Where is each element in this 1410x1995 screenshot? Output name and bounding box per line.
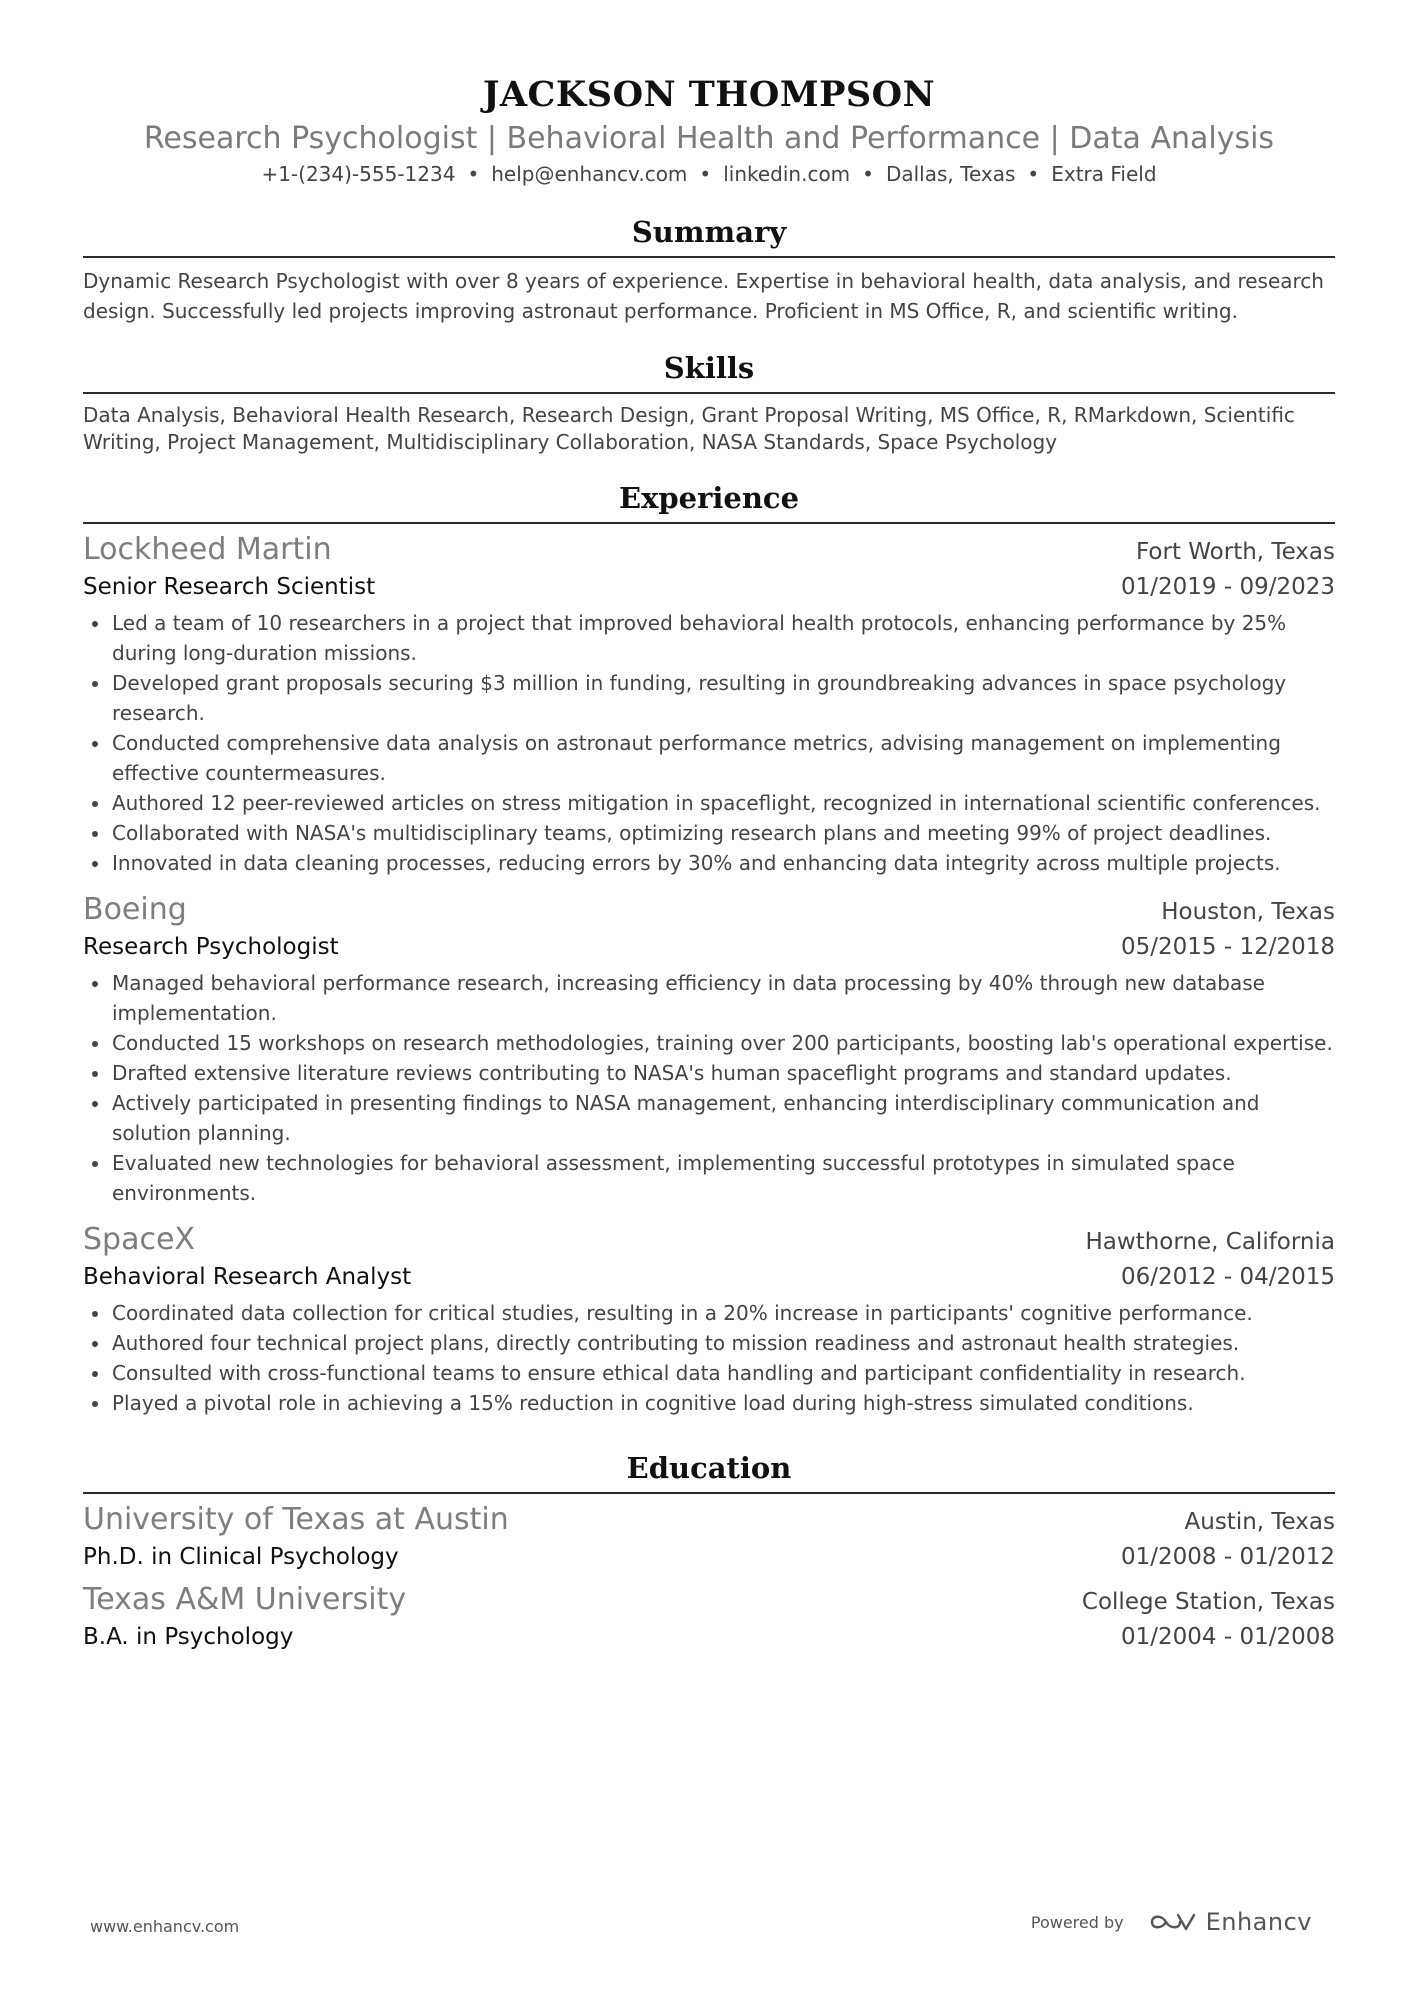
- section-title: Summary: [83, 212, 1335, 258]
- school-name: Texas A&M University: [83, 1582, 407, 1617]
- job-location: Houston, Texas: [1161, 899, 1335, 925]
- skills-section: [83, 348, 1335, 456]
- contact-email: help@enhancv.com: [491, 162, 688, 186]
- footer-website[interactable]: www.enhancv.com: [90, 1917, 240, 1936]
- entry-role-row: [83, 570, 1335, 604]
- experience-entry: [83, 890, 1335, 1208]
- entry-header-row: [83, 1580, 1335, 1620]
- contact-linkedin: linkedin.com: [723, 162, 851, 186]
- contact-location: Dallas, Texas: [885, 162, 1016, 186]
- section-title: Experience: [83, 478, 1335, 524]
- education-entry: [83, 1580, 1335, 1654]
- bullet-item: Evaluated new technologies for behavioral assessment, implementing successful prototypes in simulated space environments.: [83, 1148, 1335, 1208]
- bullet-list: [83, 1298, 1335, 1418]
- company-name: Boeing: [83, 892, 187, 927]
- degree: Ph.D. in Clinical Psychology: [83, 1544, 399, 1570]
- job-location: Hawthorne, California: [1085, 1229, 1335, 1255]
- bullet-item: Led a team of 10 researchers in a project that improved behavioral health protocols, enhancing performance by 25% during long-duration missions.: [83, 608, 1335, 668]
- experience-entry: [83, 530, 1335, 878]
- bullet-item: Innovated in data cleaning processes, reducing errors by 30% and enhancing data integrity across multiple projects.: [83, 848, 1335, 878]
- school-name: University of Texas at Austin: [83, 1502, 509, 1537]
- bullet-item: Actively participated in presenting findings to NASA management, enhancing interdisciplinary communication and solution planning.: [83, 1088, 1335, 1148]
- section-title: Skills: [83, 348, 1335, 394]
- footer-branding: [1031, 1908, 1312, 1936]
- company-name: Lockheed Martin: [83, 532, 332, 567]
- education-section: [83, 1448, 1335, 1654]
- candidate-tagline: Research Psychologist | Behavioral Health and Performance | Data Analysis: [143, 121, 1275, 156]
- bullet-item: Conducted 15 workshops on research methodologies, training over 200 participants, boosting lab's operational expertise.: [83, 1028, 1335, 1058]
- job-dates: 05/2015 - 12/2018: [1120, 934, 1335, 960]
- bullet-item: Managed behavioral performance research, increasing efficiency in data processing by 40% through new database implementation.: [83, 968, 1335, 1028]
- bullet-item: Developed grant proposals securing $3 million in funding, resulting in groundbreaking advances in space psychology research.: [83, 668, 1335, 728]
- entry-degree-row: [83, 1540, 1335, 1574]
- contact-line: [83, 160, 1335, 188]
- entry-header-row: [83, 1220, 1335, 1260]
- job-title: Senior Research Scientist: [83, 574, 376, 600]
- separator-dot: •: [1027, 162, 1040, 186]
- contact-extra: Extra Field: [1051, 162, 1157, 186]
- job-title: Behavioral Research Analyst: [83, 1264, 412, 1290]
- section-title: Education: [83, 1448, 1335, 1494]
- company-name: SpaceX: [83, 1222, 195, 1257]
- bullet-item: Authored 12 peer-reviewed articles on stress mitigation in spaceflight, recognized in international scientific conferences.: [83, 788, 1335, 818]
- separator-dot: •: [699, 162, 712, 186]
- resume-content: [83, 72, 1335, 1654]
- degree: B.A. in Psychology: [83, 1624, 294, 1650]
- enhancv-brand-name: Enhancv: [1205, 1908, 1312, 1936]
- skills-text: Data Analysis, Behavioral Health Research, Research Design, Grant Proposal Writing, MS Office, R, RMarkdown, Scientific Writing, Project Management, Multidisciplinary Collaboration, NASA Standards, Space Psychology: [83, 403, 1295, 454]
- bullet-item: Collaborated with NASA's multidisciplinary teams, optimizing research plans and meeting 99% of project deadlines.: [83, 818, 1335, 848]
- contact-phone: +1-(234)-555-1234: [261, 162, 456, 186]
- candidate-name: JACKSON THOMPSON: [482, 74, 936, 115]
- summary-section: [83, 212, 1335, 326]
- bullet-item: Drafted extensive literature reviews contributing to NASA's human spaceflight programs and standard updates.: [83, 1058, 1335, 1088]
- bullet-item: Conducted comprehensive data analysis on astronaut performance metrics, advising management on implementing effective countermeasures.: [83, 728, 1335, 788]
- entry-header-row: [83, 530, 1335, 570]
- entry-header-row: [83, 890, 1335, 930]
- education-entry: [83, 1500, 1335, 1574]
- summary-text: Dynamic Research Psychologist with over 8 years of experience. Expertise in behavioral health, data analysis, and research design. Successfully led projects improving astronaut performance. Proficient in MS Office, R, and scientific writing.: [83, 269, 1324, 323]
- separator-dot: •: [467, 162, 480, 186]
- resume-header: [83, 72, 1335, 188]
- entry-role-row: [83, 1260, 1335, 1294]
- education-dates: 01/2008 - 01/2012: [1120, 1544, 1335, 1570]
- entry-degree-row: [83, 1620, 1335, 1654]
- experience-section: [83, 478, 1335, 1418]
- enhancv-logo-icon: [1148, 1910, 1196, 1934]
- powered-by-label: Powered by: [1030, 1912, 1124, 1932]
- bullet-list: [83, 968, 1335, 1208]
- school-location: College Station, Texas: [1081, 1589, 1335, 1615]
- separator-dot: •: [862, 162, 874, 186]
- bullet-list: [83, 608, 1335, 878]
- job-dates: 01/2019 - 09/2023: [1120, 574, 1335, 600]
- school-location: Austin, Texas: [1184, 1509, 1335, 1535]
- job-location: Fort Worth, Texas: [1136, 539, 1335, 565]
- bullet-item: Consulted with cross-functional teams to ensure ethical data handling and participant confidentiality in research.: [83, 1358, 1335, 1388]
- job-title: Research Psychologist: [83, 934, 339, 960]
- entry-role-row: [83, 930, 1335, 964]
- bullet-item: Authored four technical project plans, directly contributing to mission readiness and astronaut health strategies.: [83, 1328, 1335, 1358]
- experience-entry: [83, 1220, 1335, 1418]
- bullet-item: Played a pivotal role in achieving a 15% reduction in cognitive load during high-stress simulated conditions.: [83, 1388, 1335, 1418]
- bullet-item: Coordinated data collection for critical studies, resulting in a 20% increase in participants' cognitive performance.: [83, 1298, 1335, 1328]
- education-dates: 01/2004 - 01/2008: [1120, 1624, 1335, 1650]
- entry-header-row: [83, 1500, 1335, 1540]
- job-dates: 06/2012 - 04/2015: [1120, 1264, 1335, 1290]
